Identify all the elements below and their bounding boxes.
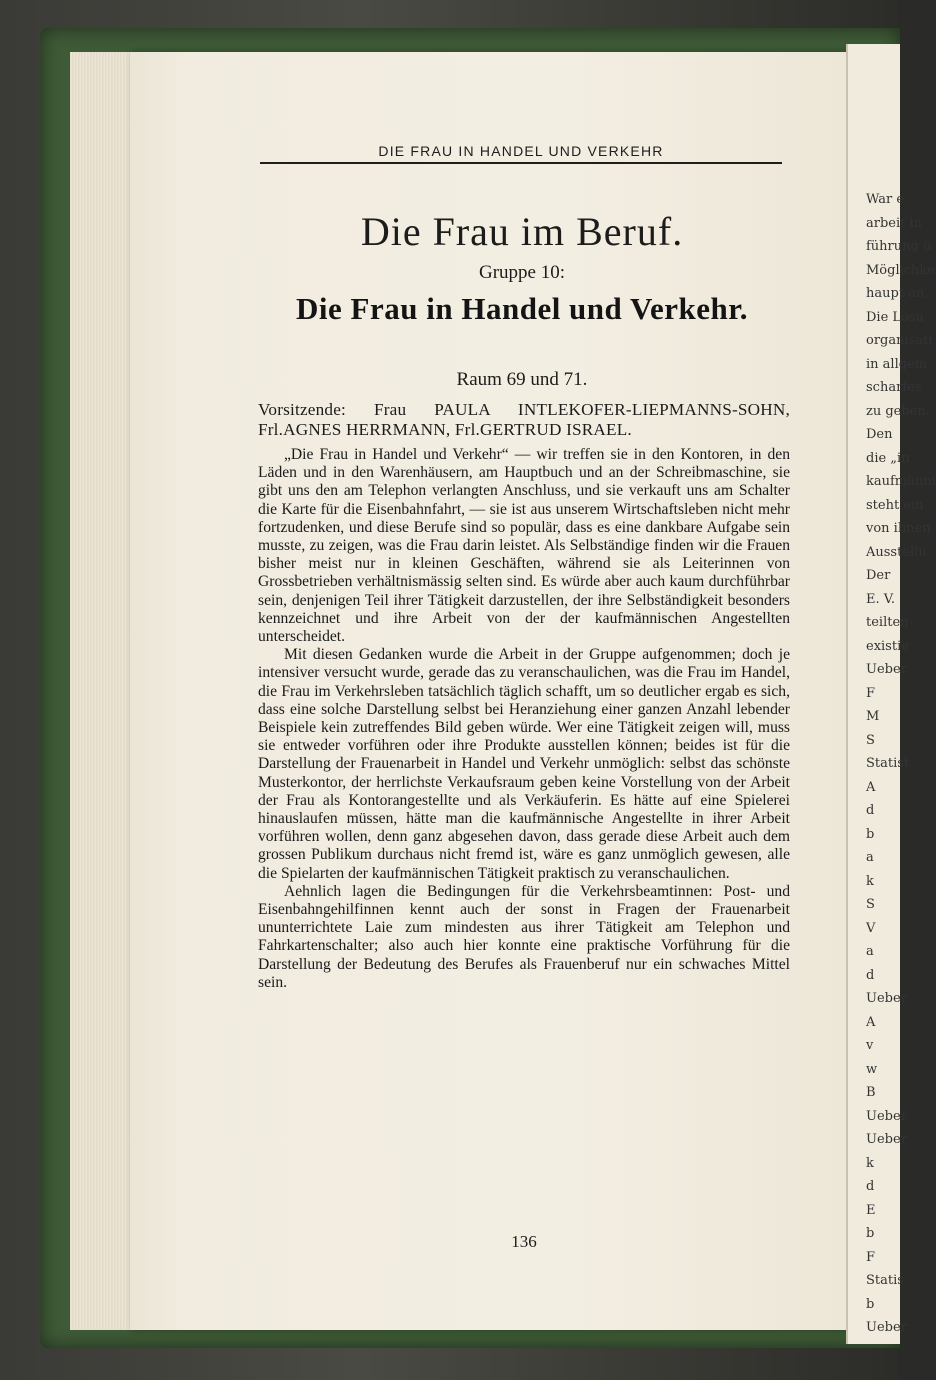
page-number: 136: [511, 1232, 537, 1251]
next-page-text: k: [866, 1155, 874, 1171]
next-page-text: Die Lösu: [866, 309, 924, 325]
next-page-text: zu geben.: [866, 403, 930, 419]
next-page-text: scharfes: [866, 380, 922, 395]
next-page-text: arbeit in: [866, 215, 923, 231]
next-page-text: F: [866, 1249, 876, 1265]
paragraph: Aehnlich lagen die Bedingungen für die Verkehrsbeamtinnen: Post- und Eisenbahngehilfinnen kennt auch der sonst in Fragen der Frauenarbeit ununterrichtete Laie zum mindesten aus ihrer Tätigkeit am Telephon und Fahrkartenschalter; also auch hier konnte eine praktische Vorführung für die Darstellung der Bedeutung des Berufes als Frauenberuf nur ein schwaches Mittel sein.: [258, 882, 790, 991]
next-page-text: Ueber: [866, 662, 907, 677]
next-page-text: Ausstellu: [866, 544, 927, 560]
next-page-text: Statis: [866, 1273, 904, 1288]
next-page-text: haupt an: [866, 286, 925, 301]
running-head: DIE FRAU IN HANDEL UND VERKEHR: [378, 143, 664, 159]
body-text: [258, 446, 790, 992]
next-page-text: kaufmänni: [866, 474, 936, 489]
paragraph: „Die Frau in Handel und Verkehr“ — wir treffen sie in den Kontoren, in den Läden und in den Warenhäusern, am Hauptbuch und an der Schreibmaschine, sie gibt uns den am Telephon verlangten Anschluss, und sie verkauft uns am Schalter die Karte für die Eisenbahnfahrt, — sie ist aus unserem Wirtschaftsleben nicht mehr fortzudenken, und diese Berufe sind so populär, dass es eine dankbare Aufgabe sein musste, zu zeigen, was die Frau darin leistet. Als Selbständige finden wir die Frauen bisher meist nur in kleinen Geschäften, während sie als Leiterinnen von Grossbetrieben verhältnismässig selten sind. Es würde aber auch kaum durchführbar sein, denjenigen Teil ihrer Tätigkeit darzustellen, der ihre Selbständigkeit besonders kennzeichnet und ihre Arbeit von der der kaufmännischen Angestellten unterscheidet.: [258, 446, 790, 646]
next-page-fragment: [846, 44, 936, 1344]
next-page-text: V: [866, 920, 876, 936]
next-page-text: a: [866, 944, 874, 959]
next-page-text: von ihnen: [866, 521, 931, 536]
next-page-text: steht ein: [866, 497, 924, 513]
next-page-text: organisati: [866, 333, 933, 348]
next-page-text: Ueber: [866, 1132, 907, 1147]
running-head-rule: [260, 162, 782, 164]
next-page-text: führung ü: [866, 239, 932, 254]
next-page-text: Der: [866, 568, 891, 583]
next-page-text: A: [866, 779, 876, 795]
next-page-text: M: [866, 709, 880, 724]
next-page-text: d: [866, 967, 875, 983]
next-page-text: Ueber: [866, 1320, 907, 1335]
chairs-text: Vorsitzende: Frau PAULA INTLEKOFER-LIEPMANNS-SOHN, Frl.AGNES HERRMANN, Frl.GERTRUD ISRAEL.: [258, 400, 790, 439]
next-page-text: E: [866, 1202, 876, 1218]
next-page-text: b: [866, 1296, 875, 1312]
section-title: Die Frau in Handel und Verkehr.: [296, 291, 748, 326]
next-page-text: Möglichke: [866, 262, 935, 278]
next-page-text: B: [866, 1085, 876, 1100]
next-page-text: Statist: [866, 756, 910, 771]
paragraph: Mit diesen Gedanken wurde die Arbeit in der Gruppe aufgenommen; doch je intensiver versucht wurde, gerade das zu veranschaulichen, was die Frau im Handel, die Frau im Verkehrsleben tatsächlich täglich schafft, um so deutlicher ergab es sich, dass eine solche Darstellung selbst bei Heranziehung einer ganzen Anzahl lebender Beispiele kein zutreffendes Bild geben würde. Wer eine Tätigkeit zeigen will, muss sie entweder vorführen oder ihre Produkte ausstellen können; beides ist für die Darstellung der Frauenarbeit in Handel und Verkehr unmöglich: selbst das schönste Musterkontor, der herrlichste Verkaufsraum geben keine Vorstellung von der Arbeit der Frau als Kontorangestellte und als Verkäuferin. Es hätte auf eine Spielerei hinauslaufen müssen, hätte man die kaufmännische Angestellte in ihrer Arbeit vorführen wollen, denn ganz abgesehen davon, dass gerade diese Arbeit auch dem grossen Publikum durchaus nicht fremd ist, wäre es ganz unmöglich gewesen, alle die Spielarten der kaufmännischen Tätigkeit praktisch zu veranschaulichen.: [258, 646, 790, 882]
next-page-text: w: [866, 1061, 878, 1077]
next-page-text: F: [866, 685, 876, 701]
next-page-text: die „in: [866, 450, 910, 466]
room-label: Raum 69 und 71.: [456, 369, 588, 390]
next-page-text: d: [866, 1179, 875, 1194]
group-label: Gruppe 10:: [478, 262, 565, 283]
next-page-text: teilten: [866, 615, 909, 630]
next-page-text: k: [866, 873, 874, 889]
next-page-text: b: [866, 1226, 875, 1241]
next-page-text: b: [866, 826, 875, 842]
next-page-text: Den: [866, 427, 893, 442]
next-page-text: in allgem: [866, 356, 928, 372]
next-page-text: a: [866, 850, 874, 865]
next-page-text: A: [866, 1014, 876, 1030]
next-page-text: Ueber: [866, 991, 907, 1006]
next-page-text: S: [866, 732, 875, 748]
next-page-text: S: [866, 897, 875, 912]
next-page-text: v: [866, 1038, 874, 1053]
next-page-text: existie: [866, 638, 909, 654]
next-page-text: War e: [866, 192, 905, 207]
next-page-text: Ueber: [866, 1108, 907, 1124]
next-page-text: d: [866, 803, 875, 818]
next-page-text: E. V.: [866, 591, 896, 607]
page-title: Die Frau im Beruf.: [360, 209, 684, 254]
